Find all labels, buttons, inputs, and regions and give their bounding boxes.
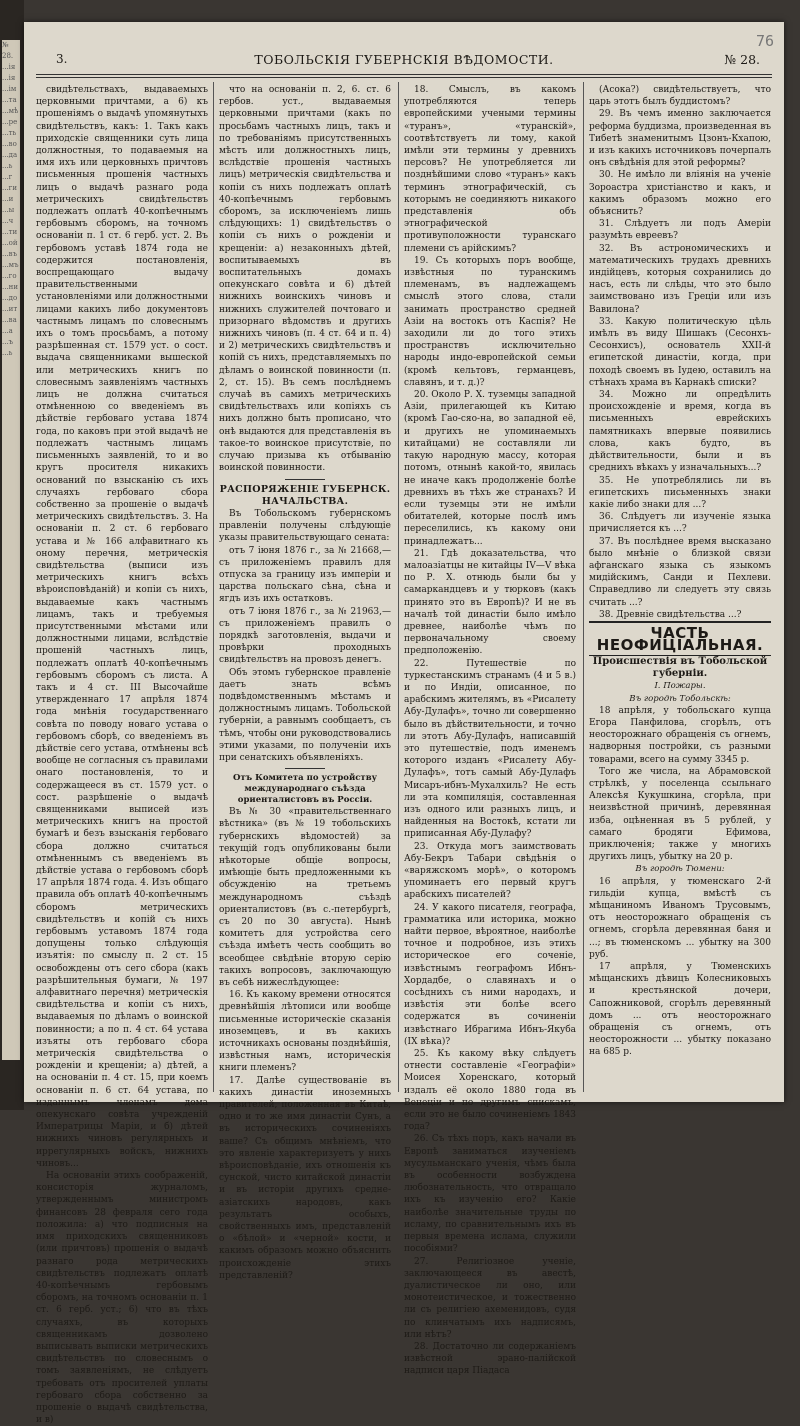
question-paragraph: 33. Какую политическую цѣль имѣлъ въ виду Шишакъ (Сесонхъ-Сесонхисъ), основатель XXII-й египетской династіи, когда, при походѣ своемъ въ Іудею, оставилъ на стѣнахъ храма въ Карнакѣ списки?	[589, 316, 771, 388]
question-paragraph: 31. Слѣдуетъ ли подъ Амеріи разумѣть евреевъ?	[589, 219, 771, 242]
unofficial-part-title: ЧАСТЬ НЕОФИЦІАЛЬНАЯ.	[589, 621, 771, 656]
question-paragraph: 38. Древніе свидѣтельства ...?	[599, 609, 742, 620]
orientalists-paragraph: 17. Далѣе существованіе въ какихъ династіи иноземныхъ правителей, положенная въ Китаѣ, одно и то же имя династіи Сунъ, а въ историческихъ сочиненіяхъ ваше? Съ общимъ мнѣніемъ, что это явленіе характеризуетъ у нихъ вѣроисповѣданіе, ихъ отношенія къ сунской, чисто китайской династіи и въ исторіи другихъ средне-азіатскихъ народовъ, какъ результатъ особыхъ, свойственныхъ имъ, представленій о «бѣлой» и «черной» кости, и какимъ образомъ можно объяснить происхожденіе этихъ представленій?	[219, 1075, 391, 1281]
question-paragraph: 18. Смыслъ, въ какомъ употребляются теперь европейскими учеными термины «туранъ», «туранскій», соотвѣтствуетъ ли тому, какой имѣли эти термины у древнихъ персовъ? Не употребляется ли позднѣйшими слово «туранъ» какъ терминъ этнографическій, съ которымъ не соединяютъ никакого представленія объ этнографической противуположности туранскаго племени съ арійскимъ?	[404, 85, 576, 254]
column-4	[589, 84, 771, 1084]
question-paragraph: 37. Въ послѣднее время высказано было мнѣніе о близкой связи афганскаго языка съ языкомъ мидійскимъ, Санди и Пехлеви. Справедливо ли следуетъ эту связь считать ...?	[589, 536, 771, 608]
incident-paragraph: 16 апрѣля, у тюменскаго 2-й гильдіи купца, вмѣстѣ съ мѣщаниномъ Иваномъ Трусовымъ, отъ неосторожнаго обращенія съ огнемъ, сгорѣла деревянная баня и ...; въ тюменскомъ ... убытку на 300 руб.	[589, 876, 771, 960]
question-paragraph: 22. Путешествіе по туркестанскимъ странамъ (4 и 5 в.) и по Индіи, описанное, по арабскимъ жителямъ, въ «Рисалету Абу-Дулафъ», точно ли совершенно было въ дѣйствительности, и точно ли этотъ Абу-Дулафъ, написавшій это путешествіе, подъ именемъ которого изданъ «Рисалету Абу-Дулафъ», тотъ самый Абу-Дулафъ Мисаръ-ибнъ-Мухалхиль? Не есть ли эта компиляція, составленная изъ одного или разныхъ лицъ, и найденныя на Востокѣ, кстати ли приписанная Абу-Дулафу?	[404, 658, 576, 840]
orientalists-paragraph: 16. Къ какому времени относятся древнѣйшія лѣтописи или вообще письменные историческіе сказанія иноземцевъ, и въ какихъ источникахъ основаны позднѣйшія, извѣстныя намъ, историческія книги племенъ?	[219, 990, 391, 1074]
orders-paragraph: Объ этомъ губернское правленіе даетъ знать всѣмъ подвѣдомственнымъ мѣстамъ и должностнымъ лицамъ. Тобольской губерніи, а равнымъ сообщаетъ, съ тѣмъ, чтобы они руководствовались этими указами, по полученіи ихъ при сенатскихъ объявленіяхъ.	[219, 667, 391, 763]
column-divider-1	[213, 82, 214, 1092]
incidents-place: Въ городѣ Тобольскѣ:	[629, 693, 731, 704]
question-paragraph: 34. Можно ли опредѣлить происхожденіе и время, когда въ письменныхъ еврейскихъ памятникахъ впервые появились слова, какъ будто, въ дѣйствительности, были и въ среднихъ вѣкахъ у изначальныхъ...?	[589, 390, 771, 474]
newspaper-page	[24, 22, 784, 1426]
question-paragraph: 30. Не имѣло ли вліянія на ученіе Зороастра христіанство и какъ, и какимъ образомъ можно его объяснить?	[589, 170, 771, 218]
column-1	[36, 84, 208, 1426]
question-paragraph: 32. Въ астрономическихъ и математическихъ трудахъ древнихъ индійцевъ, которыя сохранились до насъ, есть ли слѣды, что это было заимствовано изъ Греціи или изъ Вавилона?	[589, 243, 771, 315]
column-1-paragraph: свидѣтельствахъ, выдаваемыхъ церковными причтами, а 6) къ прошеніямъ о выдачѣ упомянутыхъ свидѣтельствъ, какъ: 1. Такъ какъ приходскіе священники суть лица должностныя, то подаваемыя на имя ихъ или церковныхъ причтовъ письменныя прошенія частныхъ лицъ о выдачѣ разнаго рода метрическихъ свидѣтельствъ подлежатъ оплатѣ 40-копѣечнымъ гербовымъ сборомъ, на точномъ основаніи п. 1 ст. 6 герб. уст. 2. Въ гербовомъ уставѣ 1874 года не содержится постановленія, воспрещающаго выдачу правительственными установленіями или должностными лицами какихъ либо документовъ частнымъ лицамъ по словеснымъ ихъ о томъ просьбамъ, а потому разрѣшенная ст. 1579 уст. о сост. выдача священниками вышеской или метрическихъ книгъ по словеснымъ заявленіямъ частныхъ лицъ не должна считаться отмѣненною со введеніемъ въ дѣйствіе гербоваго устава 1874 года, по каковъ при этой выдачѣ не подлежатъ частнымъ лицамъ письменныхъ заявленій, то и во кругъ просителя никакихъ оснований по взысканію съ ихъ случаяхъ гербоваго сбора собственно за прошеніе о выдачѣ метрическихъ свидѣтельствъ. 3. На основаніи п. 2 ст. 6 гербоваго устава и № 166 алфавитнаго къ оному перечня, метрическія свидѣтельства (выписи изъ метрическихъ книгъ всѣхъ вѣроисповѣданій) и копіи съ нихъ, выдаваемые какъ частнымъ лицамъ, такъ и требуемыя присутственными мѣстами или должностными лицами, вслѣдствіе прошеній частныхъ лицъ, подлежатъ оплатѣ 40-копѣечнымъ гербовымъ сборомъ съ листа. А такъ и 4 ст. III Высочайше утвержденнаго 17 апрѣля 1874 года мнѣнія государственнаго совѣта по поводу новаго устава о гербовомъ сборѣ, со введеніемъ въ дѣйствіе сего устава, отмѣнены всѣ вообще не согласныя съ правилами онаго постановленія, то и содержащееся въ ст. 1579 уст. о сост. разрѣшеніе о выдачѣ священниками выписей изъ метрическихъ книгъ на простой бумагѣ и безъ взысканія гербоваго сбора должно считаться отмѣненнымъ съ введеніемъ въ дѣйствіе устава о гербовомъ сборѣ 17 апрѣля 1874 года. 4. Изъ общаго правила объ оплатѣ 40-копѣечнымъ сборомъ метрическихъ свидѣтельствъ и копій съ нихъ гербовымъ уставомъ 1874 года допущены только слѣдующія изъятія: по смыслу п. 2 ст. 15 освобождены отъ сего сбора (какъ разрѣшительныя бумаги, № 197 алфавитнаго перечня) метрическія свидѣтельства и копіи съ нихъ, выдаваемыя по дѣламъ о воинской повинности; а по п. 4 ст. 64 устава изъяты отъ гербоваго сбора метрическія свидѣтельства о рожденіи и крещеніи; а) дѣтей, а на основаніи п. 4 ст. 15, при коемъ основаніи п. 6 ст. 64 устава, по изданнымъ членамъ дома опекунскаго совѣта учрежденій Императрицы Маріи, и б) дѣтей нижнихъ чиновъ регулярныхъ и иррегулярныхъ войскъ, нижнихъ чиновъ...	[36, 85, 208, 1169]
newspaper-title: ТОБОЛЬСКІЯ ГУБЕРНСКІЯ ВѢДОМОСТИ.	[254, 52, 554, 67]
question-paragraph: 29. Въ чемъ именно заключается реформа буддизма, произведенная въ Тибетѣ знаменитымъ Цзонъ-Кхапою, и изъ какихъ источниковъ почерпалъ онъ свѣдѣнія для этой реформы?	[589, 109, 771, 169]
question-paragraph: 19. Съ которыхъ поръ вообще, извѣстныя по туранскимъ племенамъ, въ надлежащемъ смыслѣ этого слова, стали занимать пространство средней Азіи на востокъ отъ Каспія? Не заходили ли до того этихъ пространствъ исключительно народы индо-европейской семьи (кромѣ кельтовъ, германцевъ, славянъ, и т. д.)?	[404, 255, 576, 388]
incident-paragraph: 18 апрѣля, у тобольскаго купца Егора Панфилова, сгорѣлъ, отъ неосторожнаго обращенія съ огнемъ, надворныя постройки, съ разными товарами, всего на сумму 3345 р.	[589, 705, 771, 765]
orientalists-paragraph: Въ № 30 «правительственнаго вѣстника» (въ № 19 тобольскихъ губернскихъ вѣдомостей) за текущій годъ опубликованы были нѣкоторые общіе вопросы, имѣющіе быть предложенными къ обсужденію на третьемъ международномъ съѣздѣ ориенталистовъ (въ с.-петербургѣ, съ 20 по 30 августа). Нынѣ комитетъ для устройства сего съѣзда имѣетъ честь сообщить во всеобщее свѣдѣніе вторую серію такихъ вопросовъ, заключающую въ себѣ нижеслѣдующее:	[219, 807, 391, 989]
column-divider-3	[583, 82, 584, 1092]
question-paragraph: 28. Достаточно ли содержаніемъ извѣстной эрано-палійской надписи царя Піадаса	[404, 1341, 576, 1377]
question-paragraph: 24. У какого писателя, географа, грамматика или историка, можно найти первое, вѣроятное, наиболѣе точное и подробное, изъ этихъ историческое его соченіе, извѣстнымъ географомъ Ибнъ-Хордадбе, о славянахъ и о сосѣднихъ съ ними народахъ, и извѣстія эти болѣе всего содержатся въ сочиненіи извѣстнаго Ибрагима Ибнъ-Якуба (IX вѣка)?	[404, 902, 576, 1047]
incidents-place: Въ городѣ Тюмени:	[635, 864, 725, 875]
section-title-orientalists: Отъ Комитета по устройству международнаго съѣзда ориенталистовъ въ Россіи.	[232, 773, 378, 806]
question-paragraph: 25. Къ какому вѣку слѣдуетъ отнести составленіе «Географіи» Моисея Хоренскаго, который издалъ её около 1880 года въ Венеціи и по другимъ спискамъ, если это не было сочиненіемъ 1843 года?	[404, 1049, 576, 1133]
page-number: 3.	[56, 52, 68, 66]
question-paragraph: 21. Гдѣ доказательства, что малоазіатцы не китайцы IV—V вѣка по Р. Х. отнюдь были бы у самаркандцевъ и у тюрковъ (какъ принято это въ Европѣ)? И не въ началѣ той династіи было имѣло древнее, наиболѣе чѣмъ по первоначальному своему предположенію.	[404, 548, 576, 657]
section-rule	[285, 479, 325, 480]
column-divider-2	[398, 82, 399, 1092]
question-paragraph: 20. Около Р. Х. туземцы западной Азіи, прилегающей къ Китаю (кромѣ Гао-сяо-на, во западной её, и другихъ не упоминаемыхъ китайцами) не составляли ли такую народную массу, которая потомъ, отнынѣ какой-то, явилась не иначе какъ продолженіе болѣе древнихъ въ тѣхъ же странахъ? И если туземцы эти не имѣли обитателей, которые послѣ имъ переселились, къ какому они принадлежатъ...	[404, 390, 576, 547]
incident-paragraph: Того же числа, на Абрамовской стрѣлкѣ, у поселенца ссыльнаго Алексѣя Кукушкина, сгорѣла, при неизвѣстной причинѣ, деревянная изба, оцѣненная въ 5 рублей, у самаго бродяги Ефимова, приключенія; также у многихъ другихъ лицъ, убытку на 20 р.	[589, 766, 771, 863]
question-paragraph: 23. Откуда могъ заимствовать Абу-Бекръ Табари свѣдѣнія о «варяжскомъ морѣ», о которомъ упоминаетъ его первый кругъ арабскихъ писателей?	[404, 841, 576, 901]
header-rule-bottom	[36, 77, 772, 78]
question-paragraph: 27. Религіозное ученіе, заключающееся въ авестѣ, дуалистическое ли оно, или монотеистическое, и тожественно ли съ религіею ахеменидовъ, судя по клинчатымъ ихъ надписямъ, или нѣтъ?	[404, 1256, 576, 1340]
incident-paragraph: 17 апрѣля, у Тюменскихъ мѣщанскихъ дѣвицъ Колесниковыхъ и крестьянской дочери, Сапожниковой, сгорѣлъ деревянный домъ ... отъ неосторожнаго обращенія съ огнемъ, отъ неосторожности ... убытку показано на 685 р.	[589, 962, 771, 1058]
question-paragraph: (Асока?) свидѣтельствуетъ, что царь этотъ былъ буддистомъ?	[589, 85, 771, 108]
handwritten-page-stamp: 76	[755, 32, 774, 50]
question-paragraph: 36. Слѣдуетъ ли изученіе языка причисляется къ ...?	[589, 512, 771, 535]
incidents-title: Происшествія въ Тобольской губерніи.	[592, 656, 768, 680]
header-rule-top	[36, 74, 772, 75]
question-paragraph: 26. Съ тѣхъ поръ, какъ начали въ Европѣ заниматься изученіемъ мусульманскаго ученія, чѣмъ была въ особенности возбуждена любознательность, что отвращало ихъ къ изученію его? Какіе наиболѣе значительные труды по исламу, по сравнительнымъ ихъ въ первыя времена ислама, служили пособіями?	[404, 1134, 576, 1255]
incidents-subsection: I. Пожары.	[654, 681, 706, 692]
question-paragraph: 35. Не употреблялись ли въ египетскихъ письменныхъ знаки какіе либо знаки для ...?	[589, 475, 771, 510]
binding-gutter	[0, 0, 24, 1110]
section-title-orders: РАСПОРЯЖЕНІЕ ГУБЕРНСК. НАЧАЛЬСТВА.	[219, 483, 391, 507]
orders-paragraph: Въ Тобольскомъ губернскомъ правленіи получены слѣдующіе указы правительствующаго сената:	[219, 508, 391, 544]
column-1-paragraph: На основаніи этихъ соображеній, консисторія журналомъ, утвержденнымъ министромъ финансовъ 28 февраля сего года положила: а) что подписныя на имя приходскихъ священниковъ (или причтовъ) прошенія о выдачѣ разнаго рода метрическихъ свидѣтельствъ подлежатъ оплатѣ 40-копѣечнымъ гербовымъ сборомъ, на точномъ основаніи п. 1 ст. 6 герб. уст.; 6) что въ тѣхъ случаяхъ, въ которыхъ священникамъ дозволено выписывать выписки метрическихъ свидѣтельствъ по словеснымъ о томъ заявленіямъ, не слѣдуетъ требовать отъ просителей уплаты гербоваго сбора собственно за прошеніе о выдачѣ свидѣтельства, и в)	[36, 1171, 208, 1426]
column-2-paragraph: что на основаніи п. 2, 6. ст. 6 гербов. уст., выдаваемыя церковными причтами (какъ по просьбамъ частныхъ лицъ, такъ и по требованіямъ присутственныхъ мѣстъ или должностныхъ лицъ, вслѣдствіе прошенія частныхъ лицъ) метрическія свидѣтельства и копіи съ нихъ подлежатъ оплатѣ 40-копѣечнымъ гербовымъ сборомъ, за исключеніемъ лишь слѣдующихъ: 1) свидѣтельствъ о копіи съ нихъ о рожденіи и крещеніи: а) незаконныхъ дѣтей, воспитываемыхъ въ воспитательныхъ домахъ опекунскаго совѣта и 6) дѣтей нижнихъ воинскихъ чиновъ и нижнихъ служителей почтоваго и призорнаго вѣдомствъ и другихъ нижнихъ чиновъ (п. 4 ст. 64 и п. 4) и 2) метрическихъ свидѣтельствъ и копій съ нихъ, представляемыхъ по дѣламъ о воинской повинности (п. 2, ст. 15). Въ семъ послѣднемъ случаѣ въ самихъ метрическихъ свидѣтельствахъ или копіяхъ съ нихъ должно быть прописано, что онѣ выдаются для представленія въ такое-то воинское присутствіе, по случаю призыва къ отбыванію воинской повинности.	[219, 85, 391, 474]
column-3	[404, 84, 576, 1377]
orders-paragraph: отъ 7 іюня 1876 г., за № 21668,— съ приложеніемъ правилъ для отпуска за границу изъ имперіи и царства польскаго сѣна, сѣна и ягдъ изъ ихъ остатковъ.	[219, 545, 391, 605]
section-rule	[285, 768, 325, 769]
column-2	[219, 84, 391, 1281]
orders-paragraph: отъ 7 іюня 1876 г., за № 21963,— съ приложеніемъ правилъ о порядкѣ заготовленія, выдачи и провѣрки проходныхъ свидѣтельствъ на провозъ денегъ.	[219, 606, 391, 666]
page-header	[36, 32, 774, 72]
previous-page-edge: № 28. ...ія ...ія ...ім ...та ...мѣ ...ре ...ть ...во ...да ...ь ...г ...ги ...и ...ы ...ч ...ти ...ой ...въ ...мъ ...го ...ни ...до ...ит ...ва ...а ...ъ ...ь	[2, 40, 20, 1060]
issue-number: № 28.	[724, 52, 760, 67]
